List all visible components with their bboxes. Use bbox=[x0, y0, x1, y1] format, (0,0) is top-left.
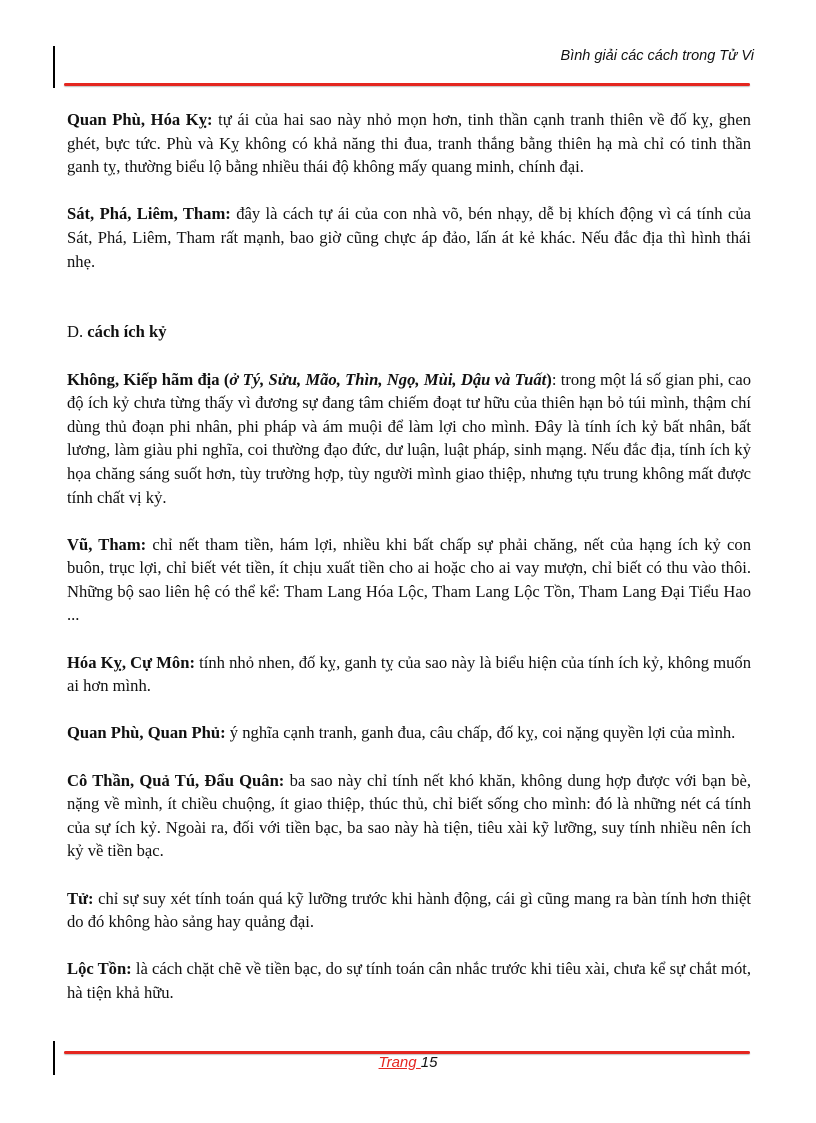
page-number: 15 bbox=[420, 1054, 438, 1071]
paragraph-text: tự ái của hai sao này nhỏ mọn hơn, tinh thần cạnh tranh thiên về đố kỵ, ghen ghét, bực tức. Phù và Kỵ không có khả năng thi đua, tranh thắng bằng thiên hạ mà chỉ có tinh thần ganh tỵ, thường biểu lộ bằng nhiều thái độ không mấy quang minh, chính đại. bbox=[67, 110, 751, 177]
term-close: ) bbox=[546, 369, 552, 389]
term: Vũ, Tham: bbox=[67, 534, 147, 554]
paragraph-text: ý nghĩa cạnh tranh, ganh đua, câu chấp, đố kỵ, coi nặng quyền lợi của mình. bbox=[225, 723, 736, 743]
paragraph-quan-phu-quan-phu bbox=[67, 721, 751, 745]
paragraph-khong-kiep bbox=[67, 368, 751, 510]
paragraph-sat-pha-liem-tham bbox=[67, 202, 751, 273]
term: Quan Phù, Quan Phủ: bbox=[67, 723, 226, 743]
spacer bbox=[67, 297, 751, 321]
term: Sát, Phá, Liêm, Tham: bbox=[67, 204, 231, 224]
paragraph-tu bbox=[67, 887, 751, 934]
paragraph-text: chỉ sự suy xét tính toán quá kỹ lưỡng trước khi hành động, cái gì cũng mang ra bàn tính hơn thiệt do đó không hào sảng hay quảng đại. bbox=[67, 888, 751, 932]
page-header-title: Bình giải các cách trong Tử Vi bbox=[560, 48, 754, 64]
paragraph-co-than-qua-tu bbox=[67, 769, 751, 863]
section-heading bbox=[67, 320, 751, 344]
term: Quan Phù, Hóa Kỵ: bbox=[67, 110, 213, 129]
page-body bbox=[67, 108, 751, 1028]
term: Lộc Tồn: bbox=[67, 959, 132, 979]
paragraph-vu-tham bbox=[67, 533, 751, 627]
paragraph-text: ba sao này chỉ tính nết khó khăn, không dung hợp được với bạn bè, nặng về mình, ít chiều chuộng, ít giao thiệp, thúc thủ, chỉ biết sống cho mình: đó là những nét cá tính của sự ích kỷ. Ngoài ra, đối với tiền bạc, ba sao này hà tiện, tiêu xài kỹ lưỡng, suy tính nhiều nên ích kỷ về tiền bạc. bbox=[67, 770, 752, 861]
paragraph-text: tính nhỏ nhen, đố kỵ, ganh tỵ của sao này là biểu hiện của tính ích kỷ, không muốn ai hơn mình. bbox=[67, 652, 751, 696]
term: Hóa Kỵ, Cự Môn: bbox=[67, 652, 195, 672]
header-rule bbox=[64, 83, 750, 86]
paragraph-loc-ton bbox=[67, 957, 751, 1004]
term: Cô Thần, Quả Tú, Đẩu Quân: bbox=[67, 770, 285, 790]
paragraph-hoa-ky-cu-mon bbox=[67, 651, 751, 698]
page-label: Trang bbox=[378, 1054, 421, 1071]
paragraph-text: đây là cách tự ái của con nhà võ, bén nhạy, dễ bị khích động vì cá tính của Sát, Phá, Liêm, Tham rất mạnh, bao giờ cũng chực áp đảo, lấn át kẻ khác. Nếu đắc địa thì hình thái nhẹ. bbox=[67, 204, 751, 271]
paragraph-text: là cách chặt chẽ về tiền bạc, do sự tính toán cân nhắc trước khi tiêu xài, chưa kể sự chắt mót, hà tiện khả hữu. bbox=[67, 959, 752, 1002]
section-prefix: D. bbox=[67, 322, 88, 342]
header-margin-bar bbox=[53, 46, 55, 88]
paragraph-text: chỉ nết tham tiền, hám lợi, nhiều khi bất chấp sự phải chăng, nết của hạng ích kỷ con buôn, trục lợi, chỉ biết vét tiền, ít chịu xuất tiền cho ai hoặc cho ai vay mượn, chỉ biết có thu vào thôi. Những bộ sao liên hệ có thể kể: Tham Lang Hóa Lộc, Tham Lang Lộc Tồn, Tham Lang Đại Tiểu Hao ... bbox=[67, 534, 751, 625]
paragraph-quan-phu-hoa-ky bbox=[67, 108, 751, 179]
term-italic: ở Tý, Sửu, Mão, Thìn, Ngọ, Mùi, Dậu và Tuất bbox=[229, 369, 547, 389]
term: Tử: bbox=[67, 888, 94, 908]
section-title: cách ích kỷ bbox=[87, 322, 167, 342]
page-footer bbox=[0, 1054, 816, 1071]
paragraph-text: : trong một lá số gian phi, cao độ ích kỷ chưa từng thấy vì đương sự đang tâm chiếm đoạt tư hữu của thiên hạn bỏ túi mình, thậm chí dùng thủ đoạn phi nhân, phi pháp và ám muội để làm lợi cho mình. Đây là tính ích kỷ bất nhân, bất lương, làm giàu phi nghĩa, coi thường đạo đức, dư luận, luật pháp, sinh mạng. Nếu đắc địa, tính ích kỷ họa chăng sáng suốt hơn, tùy trường hợp, tùy người mình giao thiệp, nhưng tựu trung không mất được tính chất vị kỷ. bbox=[67, 369, 751, 507]
term: Không, Kiếp hãm địa ( bbox=[67, 369, 230, 389]
